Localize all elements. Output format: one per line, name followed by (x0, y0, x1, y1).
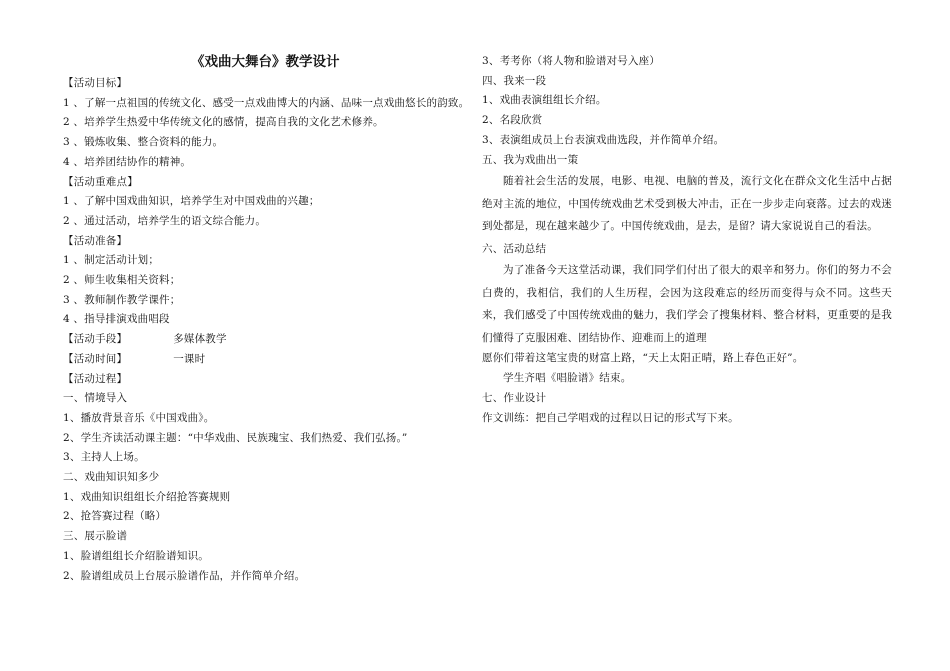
goal-item: 4 、培养团结协作的精神。 (63, 155, 192, 168)
preparation-heading: 【活动准备】 (63, 234, 128, 247)
preparation-item: 1 、制定活动计划； (63, 254, 160, 267)
section-4-item: 3、表演组成员上台表演戏曲选段，并作简单介绍。 (482, 133, 725, 146)
preparation-item: 2 、师生收集相关资料； (63, 274, 181, 287)
section-3-item: 3、考考你（将人物和脸谱对号入座） (482, 55, 661, 67)
section-6-paragraph: 为了准备今天这堂活动课，我们同学们付出了很大的艰辛和努力。你们的努力不会白费的，我相信，我们的人生历程，会因为这段难忘的经历而变得与众不同。这些天来，我们感受了中国传统戏曲的魅力，我们学会了搜集材料、整合材料，更重要的是我们懂得了克服困难、团结协作、迎难而上的道理 (482, 264, 892, 344)
goal-item: 2 、培养学生热爱中华传统文化的感情，提高自我的文化艺术修养。 (63, 116, 384, 129)
section-1-item: 3、主持人上场。 (63, 451, 145, 464)
time-row (63, 350, 483, 370)
section-4-item: 2、名段欣赏 (482, 114, 543, 127)
section-7-heading: 七、作业设计 (482, 391, 547, 404)
section-2-item: 2、抢答赛过程（略） (63, 510, 167, 523)
section-3-item: 2、脸谱组成员上台展示脸谱作品，并作简单介绍。 (63, 569, 306, 582)
section-6-closing: 学生齐唱《唱脸谱》结束。 (503, 372, 632, 385)
goal-item: 3 、锻炼收集、整合资料的能力。 (63, 136, 224, 149)
time-value: 一课时 (173, 352, 206, 365)
goal-item: 1 、了解一点祖国的传统文化、感受一点戏曲博大的内涵、品味一点戏曲悠长的韵致。 (63, 96, 470, 109)
section-2-item: 1、戏曲知识组组长介绍抢答赛规则 (63, 490, 231, 503)
right-column (482, 52, 892, 428)
key-points-heading: 【活动重难点】 (63, 175, 138, 188)
process-heading: 【活动过程】 (63, 372, 128, 385)
section-3-item: 1、脸谱组组长介绍脸谱知识。 (63, 549, 209, 562)
means-value: 多媒体教学 (173, 333, 227, 346)
section-1-heading: 一、情境导入 (63, 392, 128, 405)
section-4-item: 1、戏曲表演组组长介绍。 (482, 94, 607, 107)
key-point-item: 1 、了解中国戏曲知识，培养学生对中国戏曲的兴趣； (63, 195, 320, 208)
document-title: 《戏曲大舞台》教学设计 (191, 54, 340, 70)
means-row (63, 330, 483, 350)
section-5-heading: 五、我为戏曲出一策 (482, 153, 579, 166)
section-6-blessing: 愿你们带着这笔宝贵的财富上路，“天上太阳正晴，路上春色正好”。 (482, 352, 804, 365)
section-7-item: 作文训练：把自己学唱戏的过程以日记的形式写下来。 (482, 411, 739, 424)
time-label: 【活动时间】 (63, 352, 128, 365)
section-1-item: 2、学生齐读活动课主题：“中华戏曲、民族瑰宝、我们热爱、我们弘扬。” (63, 431, 408, 444)
preparation-item: 4 、指导排演戏曲唱段 (63, 313, 170, 326)
section-6-heading: 六、活动总结 (482, 242, 547, 255)
section-2-heading: 二、戏曲知识知多少 (63, 471, 160, 484)
means-label: 【活动手段】 (63, 333, 128, 346)
section-5-paragraph: 随着社会生活的发展，电影、电视、电脑的普及，流行文化在群众文化生活中占据绝对主流的地位，中国传统戏曲艺术受到极大冲击，正在一步步走向衰落。过去的戏迷到处都是，现在越来越少了。中国传统戏曲，是去，是留？请大家说说自己的看法。 (482, 175, 892, 233)
section-3-heading: 三、展示脸谱 (63, 530, 128, 543)
key-point-item: 2 、通过活动，培养学生的语文综合能力。 (63, 214, 267, 227)
preparation-item: 3 、教师制作教学课件； (63, 293, 181, 306)
section-1-item: 1、播放背景音乐《中国戏曲》。 (63, 411, 215, 424)
goals-heading: 【活动目标】 (63, 77, 128, 89)
section-4-heading: 四、我来一段 (482, 74, 547, 87)
left-column (63, 50, 483, 586)
